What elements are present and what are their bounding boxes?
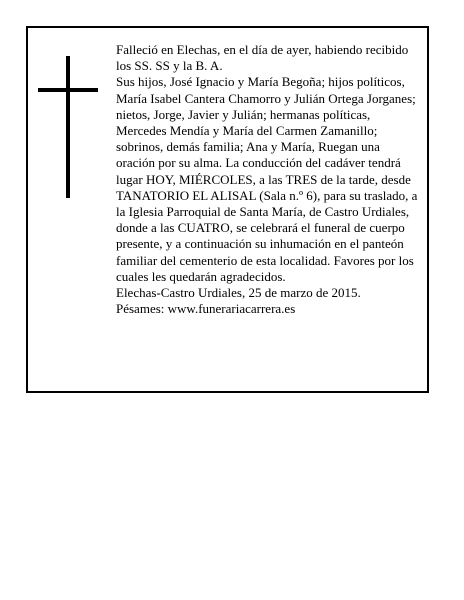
notice-paragraph-death: Falleció en Elechas, en el día de ayer, habiendo recibido los SS. SS y la B. A. bbox=[116, 42, 409, 74]
notice-paragraph-condolences: Pésames: www.funerariacarrera.es bbox=[116, 301, 296, 317]
notice-paragraph-family: Sus hijos, José Ignacio y María Begoña; hijos políticos, María Isabel Cantera Chamorro y Julián Ortega Jorganes; nietos, Jorge, Javier y Julián; hermanas políticas, Mercedes Mendía y María del Carmen Zamanillo; sobrinos, demás familia; Ana y María, Ruegan una oración por su alma. La conducción del cadáver tendrá lugar HOY, MIÉRCOLES, a las TRES de la tarde, desde TANATORIO EL ALISAL (Sala n.º 6), para su traslado, a la Iglesia Parroquial de Santa María, de Castro Urdiales, donde a las CUATRO, se celebrará el funeral de cuerpo presente, y a continuación su inhumación en el panteón familiar del cementerio de esta localidad. Favores por los cuales les quedarán agradecidos. bbox=[116, 74, 418, 284]
cross-vertical-bar bbox=[66, 56, 70, 198]
cross-icon bbox=[38, 56, 98, 198]
notice-text bbox=[116, 42, 421, 317]
cross-horizontal-bar bbox=[38, 88, 98, 92]
obituary-notice bbox=[26, 26, 429, 393]
notice-paragraph-place-date: Elechas-Castro Urdiales, 25 de marzo de 2015. bbox=[116, 285, 361, 301]
